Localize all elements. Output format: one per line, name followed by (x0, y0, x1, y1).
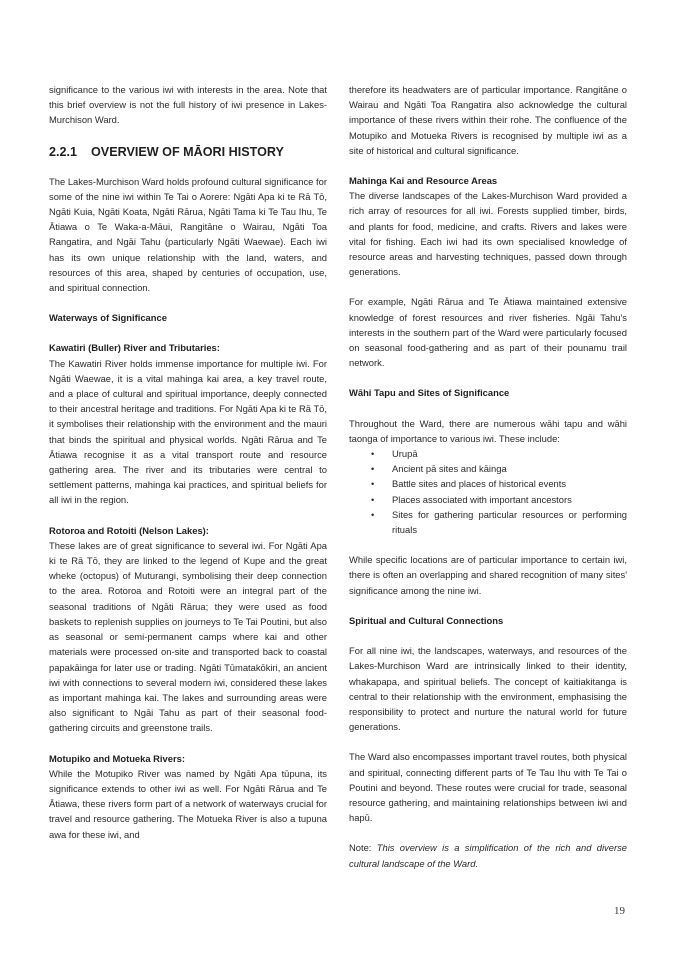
wahi-heading: Wāhi Tapu and Sites of Significance (349, 387, 510, 399)
waterways-heading: Waterways of Significance (49, 312, 167, 324)
intro-paragraph: significance to the various iwi with interests in the area. Note that this brief overview is not the full history of iwi presence in Lakes-Murchison Ward. (49, 84, 327, 126)
note-paragraph (349, 840, 627, 870)
wahi-closing-paragraph: While specific locations are of particular importance to certain iwi, there is often an overlapping and shared recognition of many sites' significance among the nine iwi. (349, 554, 627, 596)
page-number: 19 (614, 905, 625, 917)
list-item: • Battle sites and places of historical events (349, 476, 627, 491)
list-item: • Sites for gathering particular resources or performing rituals (349, 507, 627, 537)
motupiko-heading: Motupiko and Motueka Rivers: (49, 752, 185, 764)
kawatiri-heading: Kawatiri (Buller) River and Tributaries: (49, 342, 220, 354)
list-item: • Places associated with important ancestors (349, 492, 627, 507)
right-column (349, 82, 627, 871)
motupiko-paragraph: While the Motupiko River was named by Ngāti Apa tūpuna, its significance extends to other iwi as well. For Ngāti Rārua and Te Ātiawa, these rivers form part of a network of waterways crucial for travel and resource gathering. The Motueka River is also a tupuna awa for these iwi, and (49, 767, 327, 840)
rotoroa-paragraph: These lakes are of great significance to several iwi. For Ngāti Apa ki te Rā Tō, they are linked to the legend of Kupe and the great wheke (octopus) of Muturangi, symbolising their deep connection to the area. Rotoroa and Rotoiti were an integral part of the seasonal traditions of Ngāti Rārua; they were used as food baskets to replenish supplies on journeys to Te Tai Poutini, but also as seasonal or semi-permanent camps where kai and other materials were processed on-site and transported back to coastal papakāinga for later use or trading. Ngāti Tūmatakōkiri, an ancient iwi with connections to several modern iwi, considered these lakes as important mahinga kai. The lakes and surrounding areas were also significant to Ngāi Tahu as part of their seasonal food-gathering circuits and greenstone trails. (49, 539, 327, 734)
note-label: Note: (349, 842, 377, 854)
section-title: OVERVIEW OF MĀORI HISTORY (91, 144, 284, 159)
mahinga-heading: Mahinga Kai and Resource Areas (349, 175, 498, 187)
section-heading (49, 144, 327, 160)
section-number: 2.2.1 (49, 144, 78, 159)
rotoroa-heading: Rotoroa and Rotoiti (Nelson Lakes): (49, 524, 209, 536)
travel-paragraph: The Ward also encompasses important travel routes, both physical and spiritual, connecting different parts of Te Tau Ihu with Te Tai o Poutini and beyond. These routes were crucial for trade, seasonal resource gathering, and maintaining relationships between iwi and hapū. (349, 751, 627, 824)
list-item: • Ancient pā sites and kāinga (349, 461, 627, 476)
spiritual-heading: Spiritual and Cultural Connections (349, 614, 504, 626)
list-item: • Urupā (349, 446, 627, 461)
wahi-list (349, 446, 627, 537)
overview-paragraph: The Lakes-Murchison Ward holds profound cultural significance for some of the nine iwi within Te Tai o Aorere: Ngāti Apa ki te Rā Tō, Ngāti Kuia, Ngāti Koata, Ngāti Rārua, Ngāti Tama ki Te Tau Ihu, Te Ātiawa o Te Waka-a-Māui, Rangitāne o Wairau, Ngāti Toa Rangatira, and Ngāi Tahu (particularly Ngāti Waewae). Each iwi has its own unique relationship with the land, waters, and resources of this area, shaped by centuries of occupation, use, and spiritual connection. (49, 175, 327, 294)
example-paragraph: For example, Ngāti Rārua and Te Ātiawa maintained extensive knowledge of forest resources and river fisheries. Ngāi Tahu's interests in the southern part of the Ward were particularly focused on seasonal food-gathering and as part of their pounamu trail network. (349, 296, 627, 369)
mahinga-paragraph: The diverse landscapes of the Lakes-Murchison Ward provided a rich array of resources for all iwi. Forests supplied timber, birds, and plants for food, medicine, and crafts. Rivers and lakes were vital for fishing. Each iwi had its own specialised knowledge of resource areas and harvesting techniques, passed down through generations. (349, 190, 627, 278)
kawatiri-paragraph: The Kawatiri River holds immense importance for multiple iwi. For Ngāti Waewae, it is a vital mahinga kai area, a key travel route, and a place of cultural and spiritual importance, deeply connected to their ancestral heritage and traditions. For Ngāti Apa ki te Rā Tō, it symbolises their relationship with the environment and the mauri that binds the spiritual and physical worlds. Ngāti Rārua and Te Ātiawa recognise it as a vital transport route and resource gathering area. The river and its tributaries were central to settlement patterns, mahinga kai practices, and spiritual beliefs for all iwi in the region. (49, 357, 327, 506)
left-column (49, 82, 327, 842)
note-text: This overview is a simplification of the rich and diverse cultural landscape of the Ward. (349, 842, 627, 869)
continuation-paragraph: therefore its headwaters are of particular importance. Rangitāne o Wairau and Ngāti Toa Rangatira also acknowledge the cultural importance of these rivers within their rohe. The confluence of the Motupiko and Motueka Rivers is recognised by multiple iwi as a site of historical and cultural significance. (349, 84, 627, 156)
spiritual-paragraph: For all nine iwi, the landscapes, waterways, and resources of the Lakes-Murchison Ward are intrinsically linked to their identity, whakapapa, and spiritual beliefs. The concept of kaitiakitanga is central to their relationship with the environment, emphasising the responsibility to protect and nurture the natural world for future generations. (349, 645, 627, 733)
wahi-intro: Throughout the Ward, there are numerous wāhi tapu and wāhi taonga of importance to various iwi. These include: (349, 417, 627, 444)
